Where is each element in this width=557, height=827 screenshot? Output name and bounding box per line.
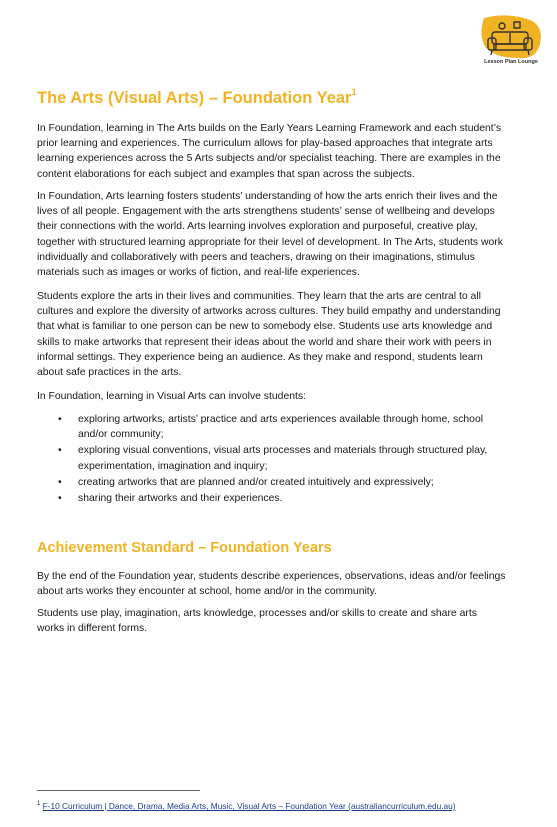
learning-list — [37, 412, 537, 507]
page-title-text: The Arts (Visual Arts) – Foundation Year — [37, 89, 352, 107]
list-item: • sharing their artworks and their experiences. — [37, 491, 537, 506]
footnote-divider — [37, 790, 200, 791]
footnote-link[interactable]: F-10 Curriculum | Dance, Drama, Media Arts, Music, Visual Arts – Foundation Year (australiancurriculum.edu.au) — [42, 801, 456, 811]
list-item: • exploring artworks, artists’ practice and arts experiences available through home, school and/or community; — [37, 412, 537, 442]
list-item: • creating artworks that are planned and/or created intuitively and expressively; — [37, 475, 537, 490]
achievement-standard-heading: Achievement Standard – Foundation Years — [37, 540, 332, 556]
footnote-number: 1 — [37, 801, 41, 807]
list-item: • exploring visual conventions, visual arts processes and materials through structured play, experimentation, imagination and inquiry; — [37, 443, 537, 473]
page-title — [37, 89, 357, 108]
logo-caption: Lesson Plan Lounge — [484, 59, 538, 65]
footnote — [37, 801, 456, 811]
achievement-paragraph-2: Students use play, imagination, arts knowledge, processes and/or skills to create and share arts works in different forms. — [37, 608, 477, 635]
intro-paragraph-3: Students explore the arts in their lives and communities. They learn that the arts are central to all cultures and explore the diversity of artworks across cultures. They build empathy and understanding that what is familiar to one person can be new to somebody else. Students use arts knowledge and skills to make artworks that represent their ideas about the world and share their work with peers in informal settings. They experience being an audience. As they make and respond, students learn about safe practices in the arts. — [37, 291, 501, 379]
intro-paragraph-2: In Foundation, Arts learning fosters students’ understanding of how the arts enrich their lives and the lives of all people. Engagement with the arts strengthens students’ sense of wellbeing and develops their connections with the world. Arts learning involves exploration and purposeful, creative play, together with structured learning appropriate for their level of development. In The Arts, students work individually and collaboratively with peers and teachers, drawing on their imaginations, stimulus materials such as images or works of fiction, and real-life experiences. — [37, 191, 503, 279]
list-intro-paragraph: In Foundation, learning in Visual Arts can involve students: — [37, 391, 306, 402]
achievement-paragraph-1: By the end of the Foundation year, students describe experiences, observations, ideas and/or feelings about arts works they encounter at school, home and/or in the community. — [37, 571, 506, 598]
footnote-reference[interactable]: 1 — [351, 87, 357, 97]
intro-paragraph-1: In Foundation, learning in The Arts builds on the Early Years Learning Framework and each student’s prior learning and experiences. The curriculum allows for play-based approaches that integrate arts learning experiences across the 5 Arts subjects and/or specialist teaching. There are examples in the content elaborations for each subject and examples that span across the subjects. — [37, 123, 502, 180]
